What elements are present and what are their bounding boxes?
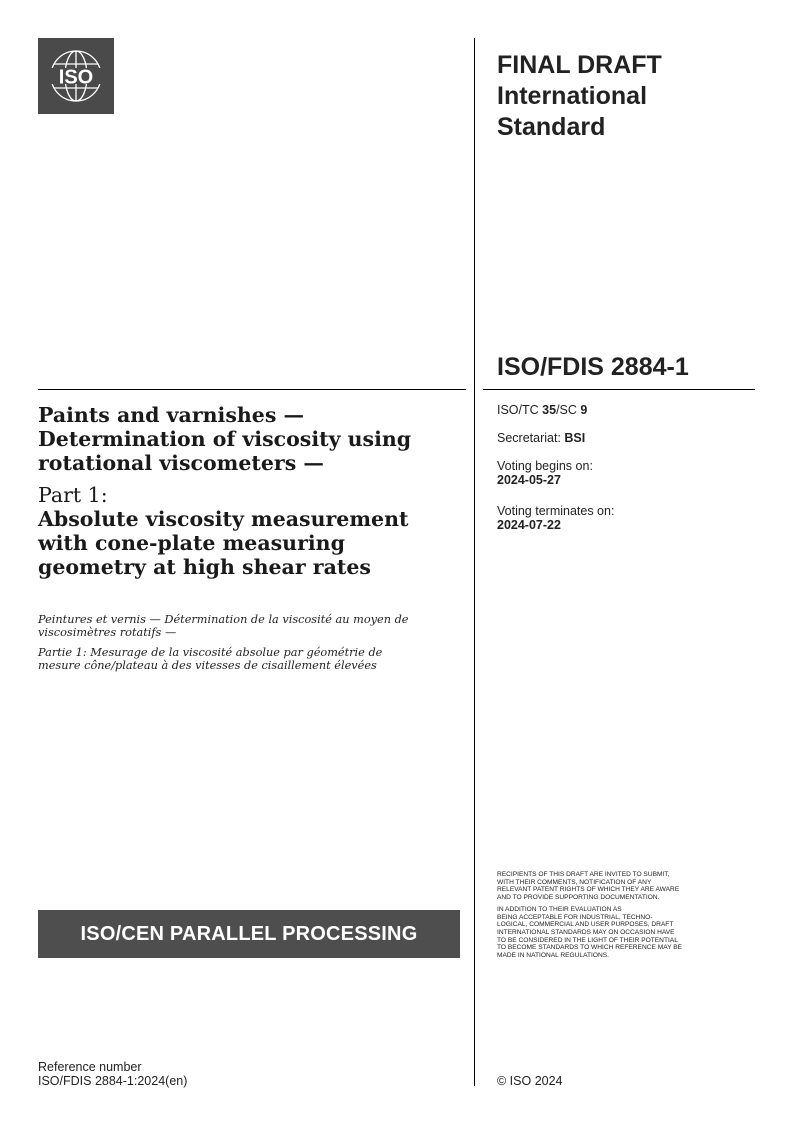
sc-number: 9 [580,403,588,417]
secretariat-value: BSI [564,431,586,445]
notice-line: WITH THEIR COMMENTS, NOTIFICATION OF ANY [497,878,652,886]
title-main [38,403,458,475]
draft-status-heading [497,50,767,143]
reference-number [38,1060,187,1088]
tc-prefix: ISO/TC [497,403,543,417]
reference-label: Reference number [38,1060,142,1074]
iso-logo [38,38,114,114]
notice-line: RECIPIENTS OF THIS DRAFT ARE INVITED TO SUBMIT, [497,871,670,878]
tc-number: 35 [542,403,557,417]
notice-line: IN ADDITION TO THEIR EVALUATION AS [497,905,622,913]
title-part-number: Part 1: [38,483,108,507]
title-line: Determination of viscosity using [38,427,412,451]
draft-notice [497,871,755,964]
notice-line: MADE IN NATIONAL REGULATIONS. [497,952,609,960]
title-line: Paints and varnishes — [38,403,304,427]
notice-line: AND TO PROVIDE SUPPORTING DOCUMENTATION. [497,894,660,902]
notice-line: LOGICAL, COMMERCIAL AND USER PURPOSES, DRAFT [497,921,674,929]
voting-terminates [497,504,614,532]
french-title-main [38,613,453,639]
secretariat [497,431,585,445]
french-line: Peintures et vernis — Détermination de la viscosité au moyen de [38,613,409,626]
vertical-divider [474,38,475,1086]
voting-begins-date: 2024-05-27 [497,473,561,487]
technical-committee [497,403,587,417]
horizontal-rule-right [483,389,755,390]
french-title-part [38,646,453,672]
notice-line: TO BECOME STANDARDS TO WHICH REFERENCE MAY BE [497,944,683,952]
notice-line: TO BE CONSIDERED IN THE LIGHT OF THEIR POTENTIAL [497,936,678,944]
title-line: rotational viscometers — [38,451,324,475]
voting-ends-label: Voting terminates on: [497,504,615,518]
title-part-subtitle [38,507,458,579]
document-number: ISO/FDIS 2884-1 [497,353,689,381]
voting-begins [497,459,593,487]
subtitle-line: Absolute viscosity measurement [38,507,409,531]
copyright: © ISO 2024 [497,1074,563,1088]
secretariat-label: Secretariat: [497,431,565,445]
french-line: viscosimètres rotatifs — [38,626,177,639]
notice-line: BEING ACCEPTABLE FOR INDUSTRIAL, TECHNO- [497,913,653,921]
notice-line: RELEVANT PATENT RIGHTS OF WHICH THEY ARE AWARE [497,886,680,894]
notice-line: INTERNATIONAL STANDARDS MAY ON OCCASION HAVE [497,928,675,936]
french-line: Partie 1: Mesurage de la viscosité absolue par géométrie de [38,646,383,659]
sc-prefix: /SC [556,403,581,417]
voting-ends-date: 2024-07-22 [497,518,561,532]
parallel-processing-banner: ISO/CEN PARALLEL PROCESSING [38,910,460,958]
status-line: FINAL DRAFT [497,51,662,79]
iso-globe-icon [38,38,114,114]
french-line: mesure cône/plateau à des vitesses de cisaillement élevées [38,659,377,672]
status-line: Standard [497,113,606,141]
notice-paragraph [497,906,755,960]
voting-begins-label: Voting begins on: [497,459,593,473]
horizontal-rule-left [38,389,466,390]
notice-paragraph [497,871,755,902]
iso-logo-text: ISO [58,66,94,89]
subtitle-line: with cone-plate measuring [38,531,345,555]
reference-value: ISO/FDIS 2884-1:2024(en) [38,1074,188,1088]
subtitle-line: geometry at high shear rates [38,555,371,579]
status-line: International [497,82,648,110]
document-title [38,403,458,579]
french-title [38,613,453,672]
